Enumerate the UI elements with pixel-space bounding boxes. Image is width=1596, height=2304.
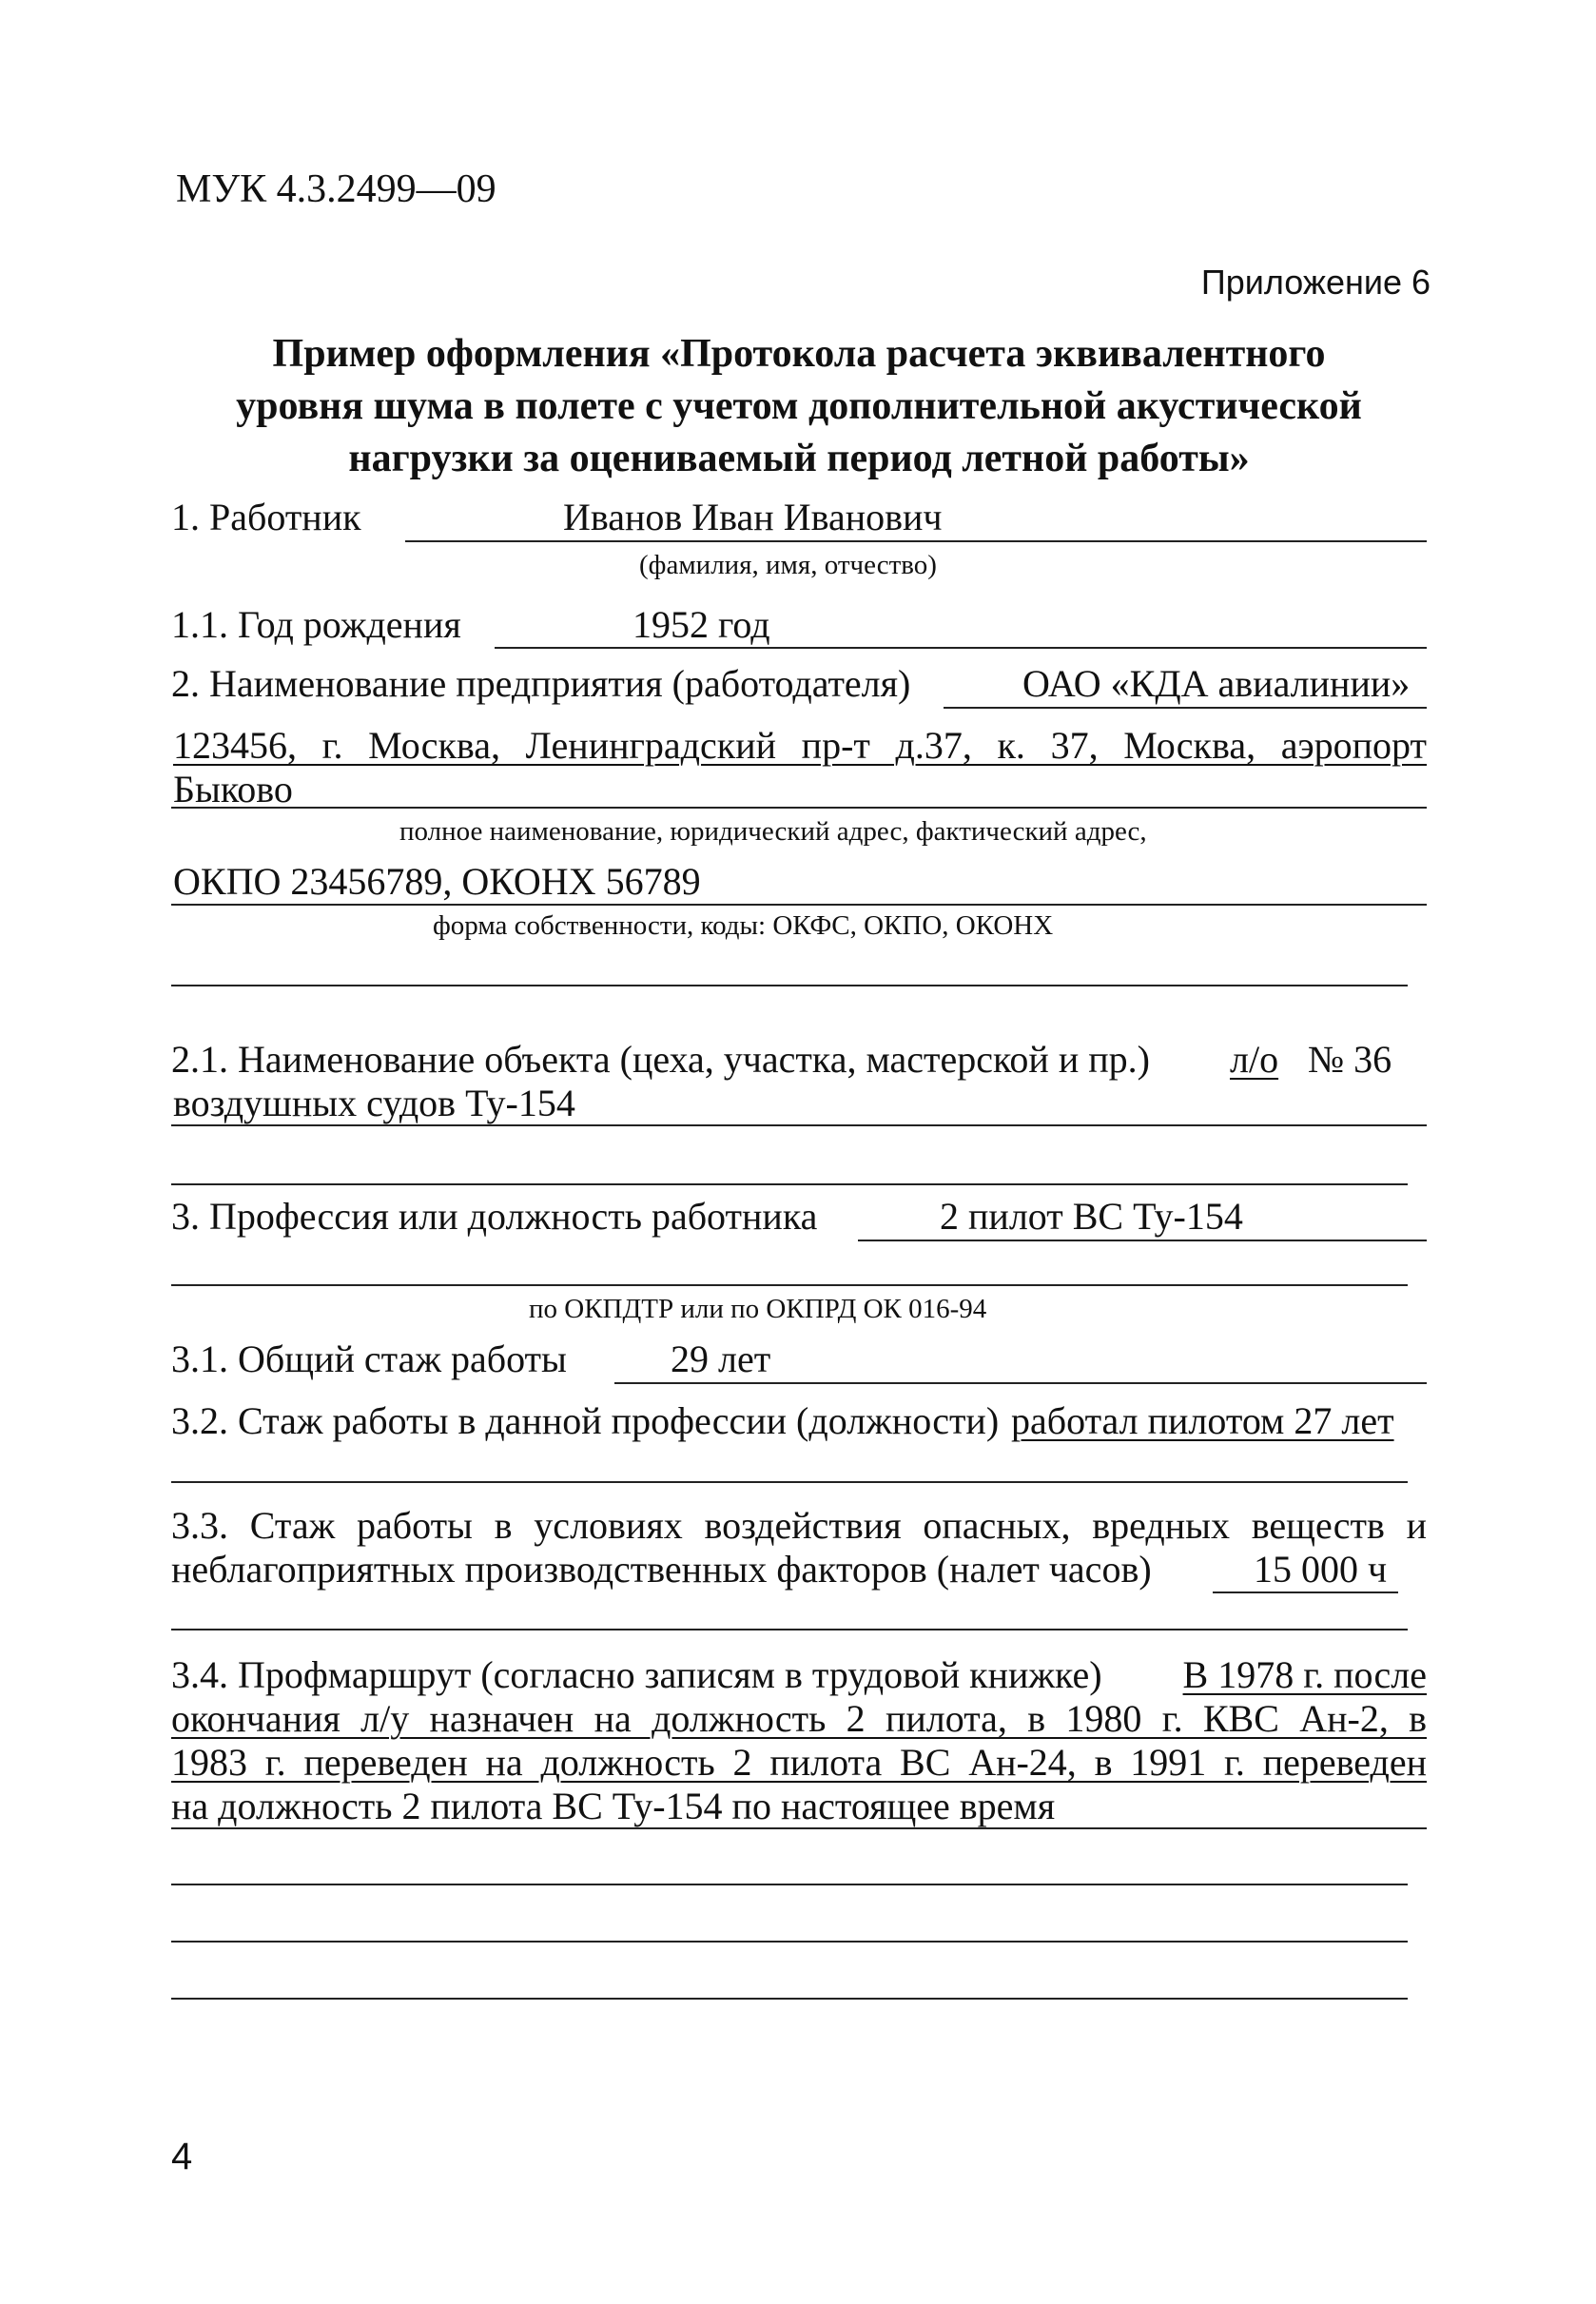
blank-line [171, 1884, 1408, 1885]
employer-codes-caption: форма собственности, коды: ОКФС, ОКПО, ОКОНХ [433, 910, 1054, 941]
worker-label: 1. Работник [171, 496, 361, 538]
career-path-value-line-3: 1983 г. переведен на должность 2 пилота ВС Ан-24, в 1991 г. переведен [171, 1741, 1427, 1784]
employer-address-caption: полное наименование, юридический адрес, фактический адрес, [399, 816, 1147, 847]
blank-line [171, 1284, 1408, 1286]
employer-codes-underline [171, 904, 1427, 906]
employer-address-underline [171, 807, 1427, 809]
hazard-experience-value: 15 000 ч [1254, 1548, 1388, 1591]
object-label: 2.1. Наименование объекта (цеха, участка, мастерской и пр.) [171, 1038, 1150, 1081]
page-number: 4 [171, 2136, 193, 2177]
total-experience-underline [614, 1382, 1427, 1384]
blank-line [171, 1183, 1408, 1185]
blank-line [171, 1998, 1408, 2000]
career-path-value-line-1: В 1978 г. после [1182, 1653, 1427, 1696]
career-path-value-line-4: на должность 2 пилота ВС Ту-154 по настоящее время [171, 1785, 1056, 1827]
profession-experience-value: работал пилотом 27 лет [1011, 1399, 1394, 1442]
object-value-line-2: воздушных судов Ту-154 [173, 1082, 575, 1124]
worker-underline [405, 540, 1427, 542]
worker-caption: (фамилия, имя, отчество) [639, 550, 937, 580]
profession-underline [858, 1240, 1427, 1241]
employer-address-line-1: 123456, г. Москва, Ленинградский пр-т д.37, к. 37, Москва, аэропорт [173, 724, 1427, 767]
worker-value: Иванов Иван Иванович [563, 496, 943, 538]
blank-line [171, 985, 1408, 986]
appendix-label: Приложение 6 [1200, 263, 1431, 302]
blank-line [171, 1629, 1408, 1630]
object-value-part-1: л/о [1230, 1038, 1279, 1081]
career-path-value-line-2: окончания л/у назначен на должность 2 пилота, в 1980 г. КВС Ан-2, в [171, 1697, 1427, 1740]
birth-year-label: 1.1. Год рождения [171, 603, 461, 646]
page-title [171, 328, 1427, 485]
profession-caption: по ОКПДТР или по ОКПРД ОК 016-94 [529, 1294, 987, 1324]
object-value-part-2: № 36 [1308, 1038, 1392, 1081]
employer-codes: ОКПО 23456789, ОКОНХ 56789 [173, 860, 701, 903]
hazard-experience-label: неблагоприятных производственных факторов (налет часов) [171, 1548, 1152, 1591]
career-path-label: 3.4. Профмаршрут (согласно записям в трудовой книжке) [171, 1653, 1102, 1696]
employer-underline [944, 707, 1427, 709]
career-path-underline [171, 1827, 1427, 1829]
title-line-1: Пример оформления «Протокола расчета эквивалентного [272, 332, 1326, 376]
hazard-experience-line-1: 3.3. Стаж работы в условиях воздействия опасных, вредных веществ и [171, 1504, 1427, 1547]
profession-label: 3. Профессия или должность работника [171, 1195, 818, 1238]
total-experience-label: 3.1. Общий стаж работы [171, 1337, 567, 1380]
birth-year-value: 1952 год [633, 603, 770, 646]
employer-label: 2. Наименование предприятия (работодателя) [171, 662, 911, 705]
profession-value: 2 пилот ВС Ту-154 [940, 1195, 1243, 1238]
blank-line [171, 1481, 1408, 1483]
title-line-2: уровня шума в полете с учетом дополнительной акустической [236, 384, 1362, 428]
employer-address-line-2: Быково [173, 768, 293, 810]
profession-experience-label: 3.2. Стаж работы в данной профессии (должности) [171, 1399, 1000, 1442]
blank-line [171, 1941, 1408, 1943]
document-code: МУК 4.3.2499—09 [176, 167, 496, 211]
employer-value: ОАО «КДА авиалинии» [1022, 662, 1411, 705]
total-experience-value: 29 лет [671, 1337, 771, 1380]
title-line-3: нагрузки за оцениваемый период летной работы» [348, 437, 1250, 480]
object-underline [171, 1124, 1427, 1126]
